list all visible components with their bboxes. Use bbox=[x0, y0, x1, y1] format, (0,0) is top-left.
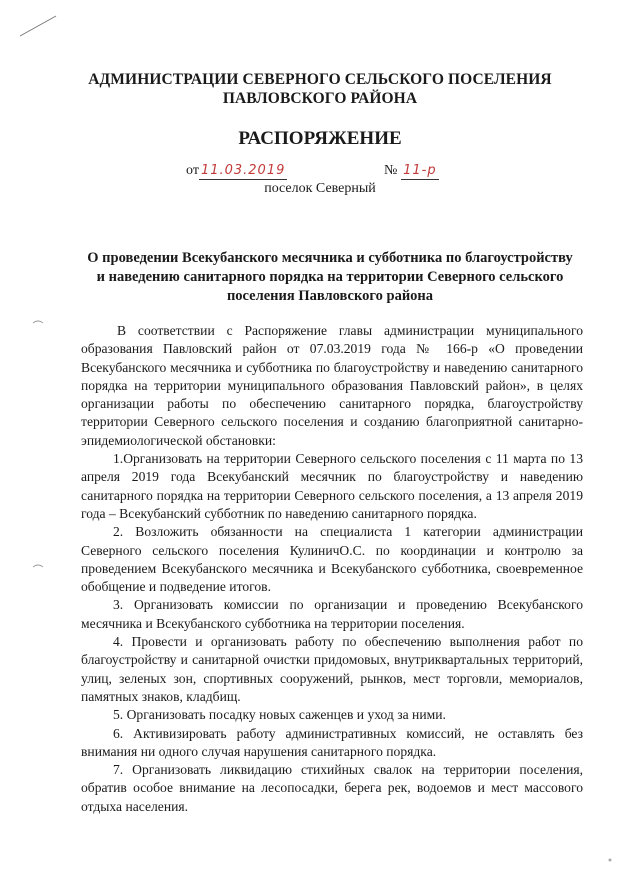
subject-line3: поселения Павловского района bbox=[226, 288, 434, 304]
body-item-2: 2. Возложить обязанности на специалиста 1 категории администрации Северного сельского поселения КулиничО.С. по координации и контролю за проведением Всекубанского месячника и Всекубанского субботника, своевременное обобщение и подведение итогов. bbox=[81, 524, 583, 595]
scan-speck-mark bbox=[32, 562, 44, 572]
issuer-header-line2: ПАВЛОВСКОГО РАЙОНА bbox=[222, 90, 418, 107]
scan-speck-mark bbox=[32, 318, 44, 328]
body-item-6: 6. Активизировать работу административных комиссий, не оставлять без внимания ни одного случая нарушения санитарного порядка. bbox=[81, 725, 583, 759]
document-title: РАСПОРЯЖЕНИЕ bbox=[238, 128, 402, 149]
issuer-header-line1: АДМИНИСТРАЦИИ СЕВЕРНОГО СЕЛЬСКОГО ПОСЕЛЕНИЯ bbox=[88, 71, 552, 88]
document-subject bbox=[70, 249, 590, 306]
body-item-7: 7. Организовать ликвидацию стихийных свалок на территории поселения, обратив особое внимание на лесопосадки, берега рек, водоемов и мест массового отдыха населения. bbox=[81, 762, 583, 814]
date-label: от bbox=[186, 163, 199, 178]
pencil-stroke-mark bbox=[18, 14, 58, 38]
document-body bbox=[81, 322, 583, 816]
body-item-5: 5. Организовать посадку новых саженцев и уход за ними. bbox=[113, 707, 446, 723]
handwritten-date: 11.03.2019 bbox=[200, 163, 286, 178]
body-item-3: 3. Организовать комиссии по организации и проведению Всекубанского месячника и Всекубанского субботника на территории поселения. bbox=[81, 597, 583, 631]
scan-speck-mark bbox=[606, 856, 614, 864]
subject-line2: и наведению санитарного порядка на территории Северного сельского bbox=[96, 269, 564, 285]
issuer-header bbox=[0, 70, 640, 108]
number-label: № bbox=[384, 163, 398, 178]
handwritten-number: 11-р bbox=[403, 163, 437, 178]
subject-line1: О проведении Всекубанского месячника и субботника по благоустройству bbox=[87, 250, 573, 266]
date-line bbox=[186, 163, 287, 180]
body-intro-paragraph: В соответствии с Распоряжение главы администрации муниципального образования Павловский район от 07.03.2019 года № 166-р «О проведении Всекубанского месячника и субботника по благоустройству и наведению санитарного порядка на территории муниципального образования Павловский район», в целях организации работы по обеспечению санитарного порядка, благоустройству территории Северного сельского поселения и созданию благоприятной санитарно- эпидемиологической обстановки: bbox=[81, 323, 583, 448]
body-item-1: 1.Организовать на территории Северного сельского поселения с 11 марта по 13 апреля 2019 года Всекубанский месячник по благоустройству и наведению санитарного порядка на территории Северного сельского поселения, а 13 апреля 2019 года – Всекубанский субботник по наведению санитарного порядка. bbox=[81, 451, 583, 521]
place-of-issue: поселок Северный bbox=[264, 181, 376, 196]
body-item-4: 4. Провести и организовать работу по обеспечению выполнения работ по благоустройству и санитарной очистки придомовых, внутриквартальных территорий, улиц, зеленых зон, спортивных сооружений, рынков, мест торговли, мемориалов, памятных знаков, кладбищ. bbox=[81, 634, 583, 704]
number-line bbox=[384, 163, 439, 180]
